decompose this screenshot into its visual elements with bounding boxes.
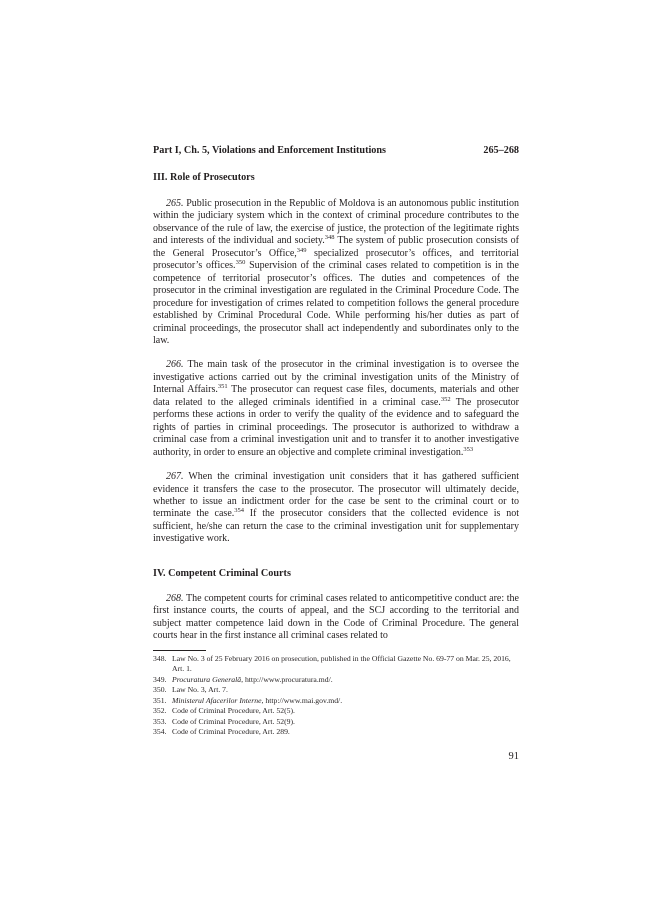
footnote-divider xyxy=(153,650,206,651)
paragraph-266: 266. The main task of the prosecutor in the criminal investigation is to oversee the investigative actions carried out by the criminal investigation units of the Ministry of Internal Affairs.$^{351}$ The prosecutor can request case files, documents, materials and other data related to the alleged criminals identified in a criminal case.$^{352}$ The prosecutor performs these actions in order to verify the quality of the evidence and to safeguard the rights of parties in criminal proceedings. The prosecutor is authorized to withdraw a criminal case from a criminal investigation unit and to transfer it to another investigative authority, in order to ensure an objective and complete criminal investigation.$^{353}$ xyxy=(153,359,519,458)
footnote-351: 351. Ministerul Afacerilor Interne, http://www.mai.gov.md/. xyxy=(153,695,343,705)
footnote-ref[interactable]: 349 xyxy=(296,246,307,254)
page-body xyxy=(153,144,519,738)
footnote-ref[interactable]: 353 xyxy=(463,445,474,453)
footnote-ref[interactable]: 352 xyxy=(440,395,451,403)
footnote-link[interactable]: , http://www.mai.gov.md/. xyxy=(261,695,343,705)
footnote-link[interactable]: , http://www.procuratura.md/. xyxy=(241,674,333,684)
header-paragraph-range: 265–268 xyxy=(483,145,519,156)
paragraph-number: 266. xyxy=(166,359,184,371)
paragraph-number: 265. xyxy=(166,198,184,209)
footnote-350: 350. Law No. 3, Art. 7. xyxy=(153,685,228,695)
header-title: Part I, Ch. 5, Violations and Enforcement Institutions xyxy=(153,145,387,156)
footnote-353: 353. Code of Criminal Procedure, Art. 52(9). xyxy=(153,716,295,726)
paragraph-265: 265. Public prosecution in the Republic of Moldova is an autonomous public institution within the judiciary system which in the context of criminal procedure contributes to the observance of the rule of law, the exercise of justice, the protection of the legitimate rights and interests of the individual and society.$^{348}$ The system of public prosecution consists of the General Prosecutor’s Office,$^{349}$ specialized prosecutor’s offices, and territorial prosecutor’s offices.$^{350}$ Supervision of the criminal cases related to competition is in the competence of territorial prosecutor’s offices. The duties and competences of the prosecutor in the criminal investigation are regulated in the Criminal Procedure Code. The procedure for investigation of crimes related to competition follows the general procedure established by Criminal Procedural Code. While performing his/her duties as part of criminal proceedings, the prosecutor shall act independently and subordinates only to the law. xyxy=(153,198,520,346)
paragraph-number: 267. xyxy=(166,471,184,483)
footnote-ref[interactable]: 348 xyxy=(324,234,335,242)
running-header xyxy=(153,144,519,158)
footnote-349: 349. Procuratura Generală, http://www.procuratura.md/. xyxy=(153,674,333,684)
section-heading-competent-criminal-courts: IV. Competent Criminal Courts xyxy=(153,567,291,579)
footnote-354: 354. Code of Criminal Procedure, Art. 289. xyxy=(153,727,290,737)
footnote-ref[interactable]: 351 xyxy=(217,383,228,391)
footnote-ref[interactable]: 350 xyxy=(235,259,246,267)
footnote-352: 352. Code of Criminal Procedure, Art. 52(5). xyxy=(153,706,295,716)
footnote-ref[interactable]: 354 xyxy=(234,507,245,515)
paragraph-268: 268. The competent courts for criminal cases related to anticompetitive conduct are: the first instance courts, the courts of appeal, and the SCJ according to the territorial and subject matter competence laid down in the Code of Criminal Procedure. The general courts hear in the first instance all criminal cases related to xyxy=(153,592,519,642)
section-heading-role-of-prosecutors: III. Role of Prosecutors xyxy=(153,172,255,183)
footnote-348: 348. Law No. 3 of 25 February 2016 on prosecution, published in the Official Gazette No. 69-77 on Mar. 25, 2016, Art. 1. xyxy=(153,653,511,674)
paragraph-number: 268. xyxy=(166,592,184,604)
paragraph-267: 267. When the criminal investigation unit considers that it has gathered sufficient evidence it transfers the case to the prosecutor. The prosecutor will ultimately decide, whether to issue an indictment order for the case be sent to the criminal court or to terminate the case.$^{354}$ If the prosecutor considers that the collected evidence is not sufficient, he/she can return the case to the criminal investigation unit for supplementary investigative work. xyxy=(153,471,520,545)
page-number: 91 xyxy=(508,751,519,762)
